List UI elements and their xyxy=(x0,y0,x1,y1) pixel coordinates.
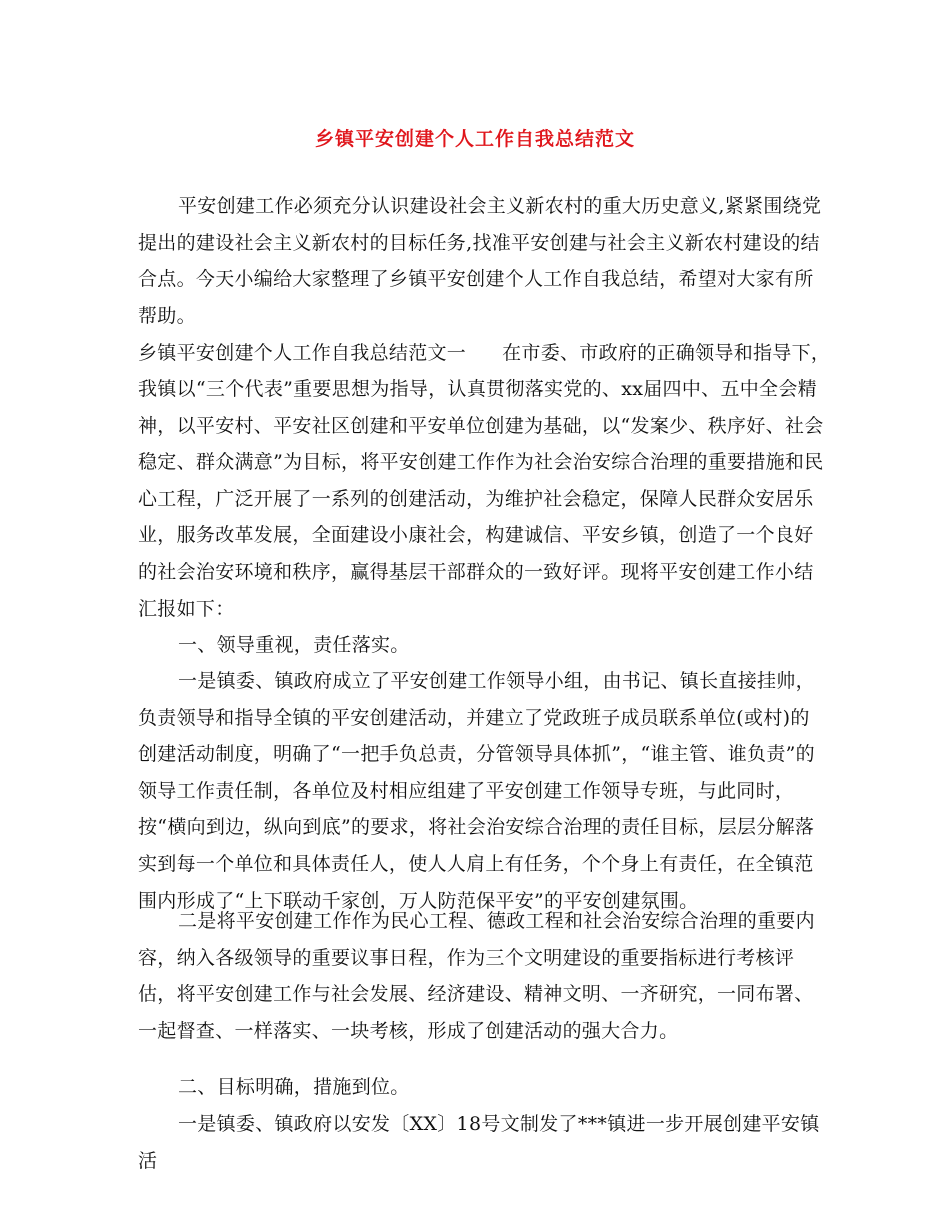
section-1-title: 一、领导重视，责任落实。 xyxy=(178,634,410,656)
intro-paragraph: 平安创建工作必须充分认识建设社会主义新农村的重大历史意义,紧紧围绕党提出的建设社会主义新农村的目标任务,找准平安创建与社会主义新农村建设的结合点。今天小编给大家整理了乡镇平安创建个人工作自我总结，希望对大家有所帮助。 xyxy=(138,195,822,327)
document-title: 乡镇平安创建个人工作自我总结范文 xyxy=(314,128,635,150)
subheading-line xyxy=(138,335,838,372)
section-2-title: 二、目标明确，措施到位。 xyxy=(178,1076,410,1098)
subheading-lead-text: 在市委、市政府的正确领导和指导下， xyxy=(502,342,831,364)
section-1-paragraph-2: 二是将平安创建工作作为民心工程、德政工程和社会治安综合治理的重要内容，纳入各级领导的重要议事日程，作为三个文明建设的重要指标进行考核评估，将平安创建工作与社会发展、经济建设、精神文明、一齐研究，一同布署、一起督查、一样落实、一块考核，形成了创建活动的强大合力。 xyxy=(138,910,815,1042)
subheading-body-paragraph: 我镇以“三个代表”重要思想为指导，认真贯彻落实党的、xx届四中、五中全会精神，以平安村、平安社区创建和平安单位创建为基础，以“发案少、秩序好、社会稳定、群众满意”为目标，将平安创建工作作为社会治安综合治理的重要措施和民心工程，广泛开展了一系列的创建活动，为维护社会稳定，保障人民群众安居乐业，服务改革发展，全面建设小康社会，构建诚信、平安乡镇，创造了一个良好的社会治安环境和秩序，赢得基层干部群众的一致好评。现将平安创建工作小结汇报如下： xyxy=(138,378,824,620)
section-1-paragraph-1: 一是镇委、镇政府成立了平安创建工作领导小组，由书记、镇长直接挂帅，负责领导和指导全镇的平安创建活动，并建立了党政班子成员联系单位(或村)的创建活动制度，明确了“一把手负总责，分管领导具体抓”，“谁主管、谁负责”的领导工作责任制，各单位及村相应组建了平安创建工作领导专班，与此同时，按“横向到边，纵向到底”的要求，将社会治安综合治理的责任目标，层层分解落实到每一个单位和具体责任人，使人人肩上有任务，个个身上有责任，在全镇范围内形成了“上下联动千家创，万人防范保平安”的平安创建氛围。 xyxy=(138,670,815,912)
section-2-paragraph-1: 一是镇委、镇政府以安发〔XX〕18号文制发了***镇进一步开展创建平安镇活 xyxy=(138,1113,820,1172)
subheading-title: 乡镇平安创建个人工作自我总结范文一 xyxy=(138,342,467,364)
